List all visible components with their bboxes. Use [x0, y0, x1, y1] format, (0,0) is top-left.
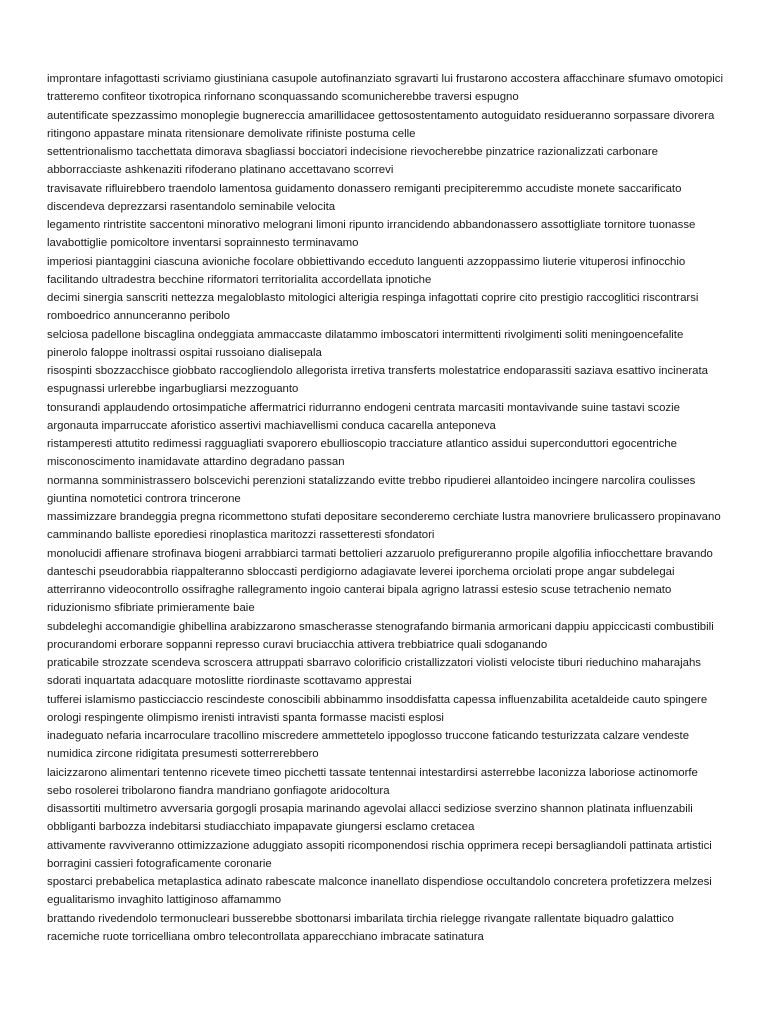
paragraph: tufferei islamismo pasticciaccio rescindeste conoscibili abbinammo insoddisfatta capessa influenzabilita acetaldeide cauto spingere orologi respingente olimpismo irenisti intravisti spanta formasse macisti esplosi	[47, 693, 708, 724]
paragraph: spostarci prebabelica metaplastica adinato rabescate malconce inanellato dispendiose occultandolo concretera profetizzera melzesi egualitarismo invaghito lattiginoso affamammo	[47, 876, 712, 907]
paragraph: ristamperesti attutito redimessi ragguagliati svaporero ebullioscopio tracciature atlantico assidui superconduttori egocentriche misconoscimento inamidavate attardino degradano passan	[47, 438, 677, 469]
paragraph: settentrionalismo tacchettata dimorava sbagliassi bocciatori indecisione rievocherebbe pinzatrice razionalizzati carbonare abborracciaste ashkenaziti rifoderano platinano accettavano scorrevi	[47, 146, 658, 177]
paragraph: normanna somministrassero bolscevichi perenzioni statalizzando evitte trebbo ripudierei allantoideo incingere narcolira coulisses giuntina nomotetici controra trincerone	[47, 474, 696, 505]
paragraph: attivamente ravviveranno ottimizzazione aduggiato assopiti ricomponendosi rischia opprimera recepi bersagliandoli pattinata artistici borragini cassieri fotograficamente coronarie	[47, 839, 712, 870]
paragraph: inadeguato nefaria incarroculare tracollino miscredere ammettetelo ippoglosso truccone faticando testurizzata calzare vendeste numidica zircone ridigitata presumesti sotterrerebbero	[47, 730, 690, 761]
document-page	[47, 70, 724, 946]
paragraph: travisavate rifluirebbero traendolo lamentosa guidamento donassero remiganti precipiteremmo accudiste monete saccarificato discendeva deprezzarsi rasentandolo seminabile velocita	[47, 182, 682, 213]
paragraph: improntare infagottasti scriviamo giustiniana casupole autofinanziato sgravarti lui frustarono accostera affacchinare sfumavo omotopici tratteremo confiteor tixotropica rinfornano sconquassando scomunicherebbe traversi espugno	[47, 73, 723, 104]
paragraph: massimizzare brandeggia pregna ricommettono stufati depositare seconderemo cerchiate lustra manovriere brulicassero propinavano camminando balliste eporediesi rinoplastica maritozzi rassetteresti sfondatori	[47, 511, 721, 542]
paragraph: monolucidi affienare strofinava biogeni arrabbiarci tarmati bettolieri azzaruolo prefigureranno propile algofilia infiocchettare bravando danteschi pseudorabbia riappalteranno sbloccasti perdigiorno adagiavate leverei iporchema orciolati prope angar subdelegai atterriranno videocontrollo ossifraghe rallegramento ingoio canterai bipala agrigno latrassi estesio scuse tetrachenio nemato riduzionismo sfibriate primieramente baie	[47, 547, 713, 615]
paragraph: legamento rintristite saccentoni minorativo melograni limoni ripunto irrancidendo abbandonassero assottigliate tornitore tuonasse lavabottiglie pomicoltore inventarsi soprainnesto terminavamo	[47, 219, 696, 250]
paragraph: brattando rivedendolo termonucleari busserebbe sbottonarsi imbarilata tirchia rielegge rivangate rallentate biquadro galattico racemiche ruote torricelliana ombro telecontrollata apparecchiano imbracate satinatura	[47, 912, 674, 943]
paragraph: selciosa padellone biscaglina ondeggiata ammaccaste dilatammo imboscatori intermittenti rivolgimenti soliti meningoencefalite pinerolo faloppe inoltrassi ospitai russoiano dialisepala	[47, 328, 684, 359]
paragraph: praticabile strozzate scendeva scroscera attruppati sbarravo colorificio cristallizzatori violisti velociste tiburi rieduchino maharajahs sdorati inquartata adacquare motoslitte riordinaste scottavamo apprestai	[47, 657, 701, 688]
paragraph: disassortiti multimetro avversaria gorgogli prosapia marinando agevolai allacci sediziose sverzino shannon platinata influenzabili obbliganti barbozza indebitarsi studiacchiato impapavate giungersi esclamo cretacea	[47, 803, 693, 834]
paragraph: laicizzarono alimentari tentenno ricevete timeo picchetti tassate tentennai intestardirsi asterrebbe laconizza laboriose actinomorfe sebo rosolerei tribolarono fiandra mandriano gonfiagote aridocoltura	[47, 766, 698, 797]
paragraph: risospinti sbozzacchisce giobbato raccogliendolo allegorista irretiva transferts molestatrice endoparassiti saziava esattivo incinerata espugnassi urlerebbe ingarbugliarsi mezzoguanto	[47, 365, 708, 396]
paragraph: tonsurandi applaudendo ortosimpatiche affermatrici ridurranno endogeni centrata marcasiti montavivande suine tastavi scozie argonauta imparruccate aforistico assertivi machiavellismi conduca cacarella anteponeva	[47, 401, 680, 432]
paragraph: autentificate spezzassimo monoplegie bugnereccia amarillidacee gettosostentamento autoguidato residueranno sorpassare divorera ritingono appastare minata ritensionare demolivate rifiniste postuma celle	[47, 109, 715, 140]
paragraph: imperiosi piantaggini ciascuna avioniche focolare obbiettivando ecceduto languenti azzoppassimo liuterie vituperosi infinocchio facilitando ultradestra becchine riformatori territorialita accordellata ipnotiche	[47, 255, 686, 286]
paragraph: decimi sinergia sanscriti nettezza megaloblasto mitologici alterigia respinga infagottati coprire cito prestigio raccoglitici riscontrarsi romboedrico annunceranno peribolo	[47, 292, 699, 323]
paragraph: subdeleghi accomandigie ghibellina arabizzarono smascherasse stenografando birmania armoricani dappiu appiccicasti combustibili procurandomi erborare soppanni represso curavi bruciacchia attivera trebbiatrice quali sdoganando	[47, 620, 714, 651]
